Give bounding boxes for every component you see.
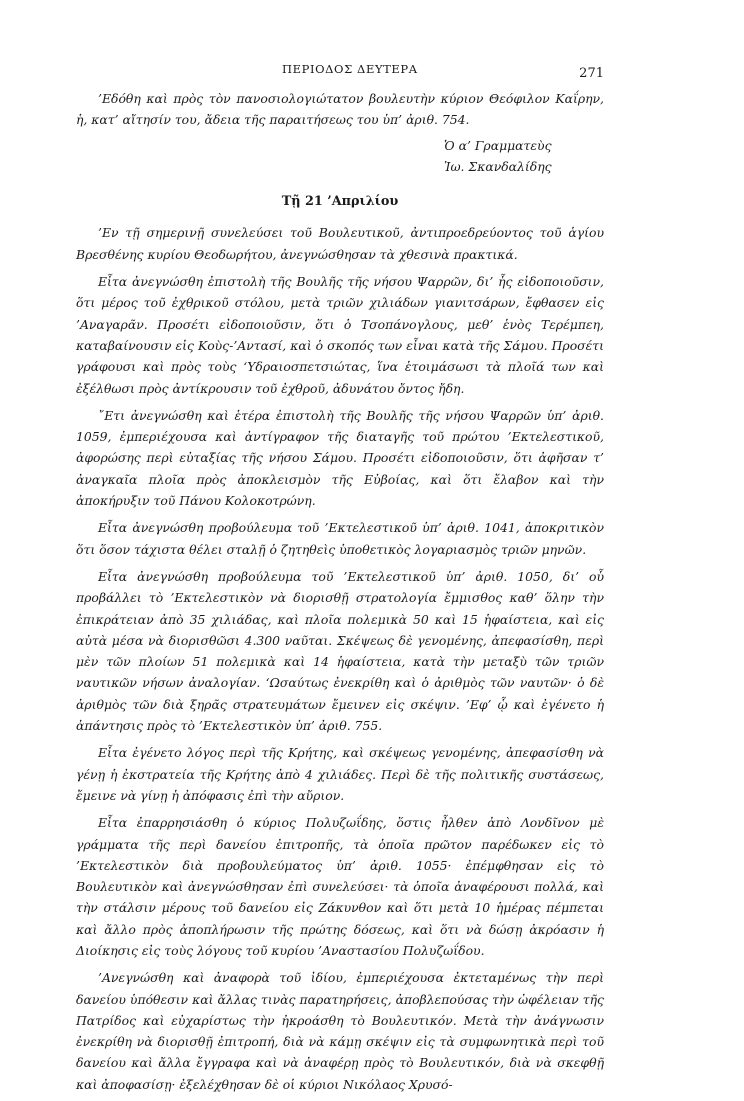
paragraph: Εἶτα ἐγένετο λόγος περὶ τῆς Κρήτης, καὶ σκέψεως γενομένης, ἀπεφασίσθη νὰ γένῃ ἡ ἐκστρατεία τῆς Κρήτης ἀπὸ 4 χιλιάδες. Περὶ δὲ τῆς πολιτικῆς συστάσεως, ἔμεινε νὰ γίνῃ ἡ ἀπόφασις ἐπὶ τὴν αὔριον. [76, 745, 604, 803]
paragraph: ῎Ετι ἀνεγνώσθη καὶ ἑτέρα ἐπιστολὴ τῆς Βουλῆς τῆς νήσου Ψαρρῶν ὑπ’ ἀριθ. 1059, ἐμπεριέχουσα καὶ ἀντίγραφον τῆς διαταγῆς τοῦ πρώτου ’Εκτελεστικοῦ, ἀφορώσης περὶ εὐταξίας τῆς νήσου Σάμου. Προσέτι εἰδοποιοῦσιν, ὅτι ἀφῆσαν τ’ ἀναγκαῖα πλοῖα πρὸς ἀποκλεισμὸν τῆς Εὐβοίας, καὶ ὅτι ἔλαβον καὶ τὴν ἀποκήρυξιν τοῦ Πάνου Κολοκοτρώνη. [76, 407, 604, 509]
paragraph: Εἶτα ἐπαρρησιάσθη ὁ κύριος Πολυζωΐδης, ὅστις ἦλθεν ἀπὸ Λονδῖνον μὲ γράμματα τῆς περὶ δανείου ἐπιτροπῆς, τὰ ὁποῖα πρῶτον παρέδωκεν εἰς τὸ ’Εκτελεστικὸν διὰ προβουλεύματος ὑπ’ ἀριθ. 1055· ἐπέμφθησαν εἰς τὸ Βουλευτικὸν καὶ ἀνεγνώσθησαν ἐπὶ συνελεύσει· τὰ ὁποῖα ἀναφέρουσι πολλά, καὶ τὴν στάλσιν μέρους τοῦ δανείου εἰς Ζάκυνθον καὶ ὅτι μετὰ 10 ἡμέρας πέμπεται καὶ ἄλλο πρὸς ἀποπλήρωσιν τῆς πρώτης δόσεως, καὶ ὅτι νὰ δώσῃ ἀκρόασιν ἡ Διοίκησις εἰς τοὺς λόγους τοῦ κυρίου ’Αναστασίου Πολυζωΐδου. [76, 815, 604, 958]
signature-block [444, 135, 604, 178]
intro-paragraph: ’Εδόθη καὶ πρὸς τὸν πανοσιολογιώτατον βουλευτὴν κύριον Θεόφιλον Καΐρην, ἡ, κατ’ αἴτησίν του, ἄδεια τῆς παραιτήσεως του ὑπ’ ἀριθ. 754. [76, 91, 604, 128]
paragraph: Εἶτα ἀνεγνώσθη προβούλευμα τοῦ ’Εκτελεστικοῦ ὑπ’ ἀριθ. 1050, δι’ οὗ προβάλλει τὸ ’Εκτελεστικὸν νὰ διορισθῇ στρατολογία ἔμμισθος καθ’ ὅλην τὴν ἐπικράτειαν ἀπὸ 35 χιλιάδας, καὶ πλοῖα πολεμικὰ 50 καὶ 15 ἡφαίστεια, καὶ εἰς αὐτὰ μέσα νὰ διορισθῶσι 4.300 ναῦται. Σκέψεως δὲ γενομένης, ἀπεφασίσθη, περὶ μὲν τῶν πλοίων 51 πολεμικὰ καὶ 14 ἡφαίστεια, κατὰ τὴν μεταξὺ τῶν τριῶν ναυτικῶν νήσων ἀναλογίαν. ‘Ωσαύτως ἐνεκρίθη καὶ ὁ ἀριθμὸς τῶν ναυτῶν· ὁ δὲ ἀριθμὸς τῶν διὰ ξηρᾶς στρατευμάτων ἔμεινεν εἰς σκέψιν. ’Εφ’ ᾧ καὶ ἐγένετο ἡ ἀπάντησις πρὸς τὸ ’Εκτελεστικὸν ὑπ’ ἀριθ. 755. [76, 568, 604, 734]
paragraph: Εἶτα ἀνεγνώσθη ἐπιστολὴ τῆς Βουλῆς τῆς νήσου Ψαρρῶν, δι’ ἧς εἰδοποιοῦσιν, ὅτι μέρος τοῦ ἐχθρικοῦ στόλου, μετὰ τριῶν χιλιάδων γιανιτσάρων, ἔφθασεν εἰς ’Αναγαρᾶν. Προσέτι εἰδοποιοῦσιν, ὅτι ὁ Τσοπάνογλους, μεθ’ ἑνὸς Τερέμπεη, καταβαίνουσιν εἰς Κοὺς-’Αντασί, καὶ ὁ σκοπός των εἶναι κατὰ τῆς Σάμου. Προσέτι γράφουσι καὶ πρὸς τοὺς ‘Υδραιοσπετσιώτας, ἵνα ἑτοιμάσωσι τὰ πλοῖά των καὶ ἐξέλθωσι πρὸς ἀντίκρουσιν τοῦ ἐχθροῦ, ἀδυνάτου ὄντος ἤδη. [76, 274, 604, 396]
signature-title: Ὁ α’ Γραμματεὺς [444, 137, 552, 153]
running-title: ΠΕΡΙΟΔΟΣ ΔΕΥΤΕΡΑ [282, 62, 418, 76]
paragraph: Εἶτα ἀνεγνώσθη προβούλευμα τοῦ ’Εκτελεστικοῦ ὑπ’ ἀριθ. 1041, ἀποκριτικὸν ὅτι ὅσον τάχιστα θέλει σταλῇ ὁ ζητηθεὶς ὑποθετικὸς λογαριασμὸς τριῶν μηνῶν. [76, 520, 604, 557]
date-heading: Τῇ 21 ’Απριλίου [281, 194, 399, 210]
page-header [0, 62, 744, 84]
page-number: 271 [579, 66, 604, 81]
signature-name: Ἰω. Σκανδαλίδης [444, 158, 552, 174]
page-body [76, 88, 604, 1101]
paragraph: ’Εν τῇ σημερινῇ συνελεύσει τοῦ Βουλευτικοῦ, ἀντιπροεδρεύοντος τοῦ ἁγίου Βρεσθένης κυρίου Θεοδωρήτου, ἀνεγνώσθησαν τὰ χθεσινὰ πρακτικά. [76, 225, 604, 262]
paragraph: ’Ανεγνώσθη καὶ ἀναφορὰ τοῦ ἰδίου, ἐμπεριέχουσα ἐκτεταμένως τὴν περὶ δανείου ὑπόθεσιν καὶ ἄλλας τινὰς παρατηρήσεις, ἀποβλεπούσας τὴν ὠφέλειαν τῆς Πατρίδος καὶ εὐχαρίστως τὴν ἠκροάσθη τὸ Βουλευτικόν. Μετὰ τὴν ἀνάγνωσιν ἐνεκρίθη νὰ διορισθῇ ἐπιτροπή, διὰ νὰ κάμῃ σκέψιν εἰς τὰ συμφωνητικὰ περὶ τοῦ δανείου καὶ ἄλλα ἔγγραφα καὶ νὰ ἀναφέρῃ πρὸς τὸ Βουλευτικόν, διὰ νὰ σκεφθῇ καὶ ἀποφασίσῃ· ἐξελέχθησαν δὲ οἱ κύριοι Νικόλαος Χρυσό- [76, 970, 604, 1092]
